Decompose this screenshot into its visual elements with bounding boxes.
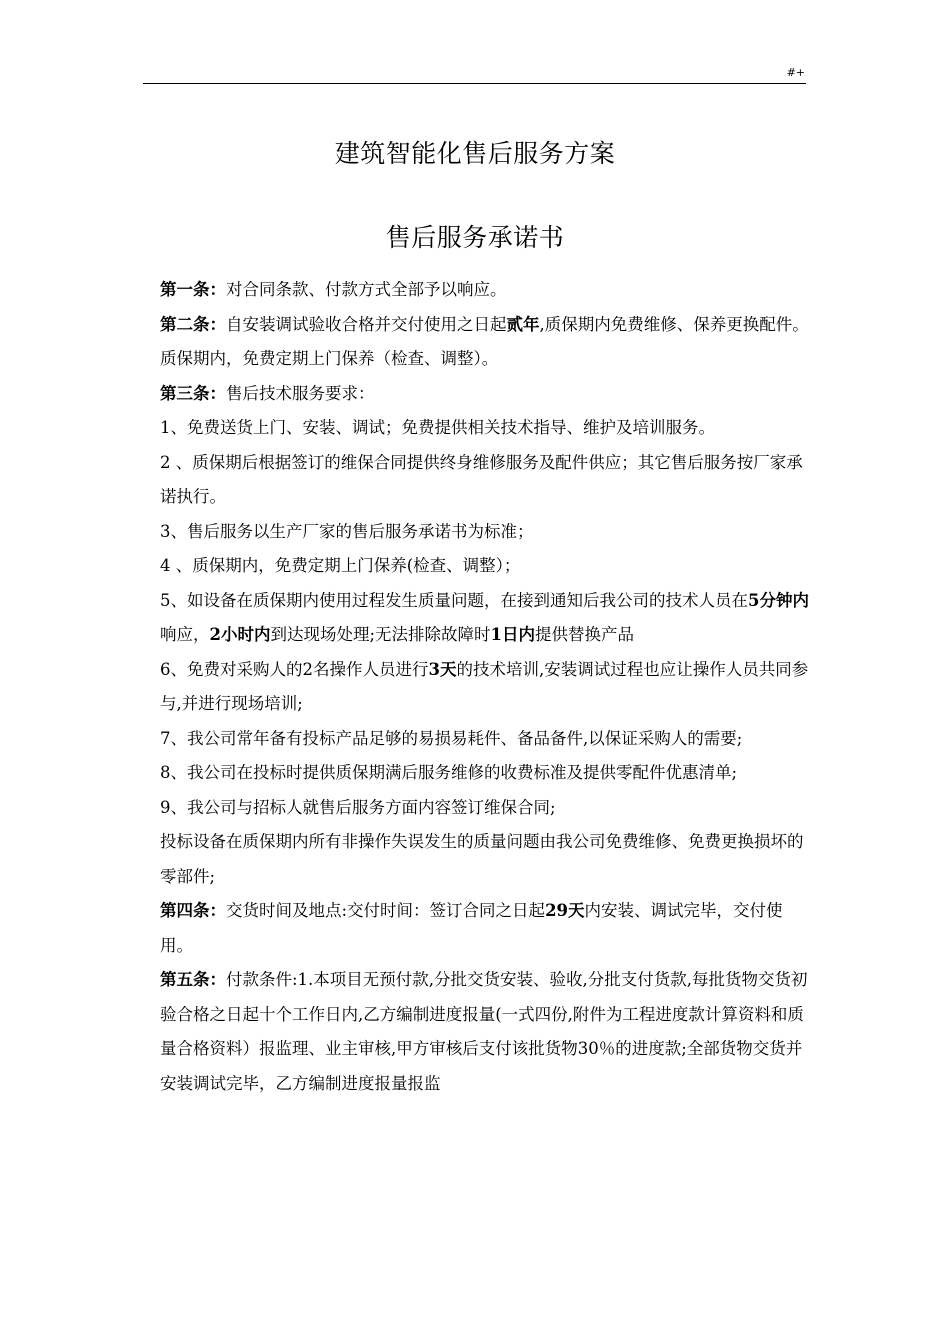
document-title: 建筑智能化售后服务方案 — [334, 139, 616, 168]
clause-label: 第一条： — [160, 280, 226, 299]
clause-label: 第五条： — [160, 970, 226, 989]
clause-1 — [160, 273, 810, 308]
clause-3 — [160, 377, 810, 412]
item-emphasis: 1日内 — [490, 625, 536, 644]
page-marker: #+ — [786, 66, 805, 79]
clause-text: 售后技术服务要求： — [226, 383, 375, 403]
list-item-3: 3、售后服务以生产厂家的售后服务承诺书为标准； — [160, 521, 534, 541]
item-emphasis: 5分钟内 — [748, 590, 809, 610]
list-item-2: 2 、质保期后根据签订的维保合同提供终身维修服务及配件供应；其它售后服务按厂家承诺执行。 — [160, 452, 803, 506]
list-item-5 — [160, 584, 810, 653]
clause-text: 内安装、调试完毕，交付使用。 — [160, 901, 783, 955]
document-body — [160, 273, 810, 1101]
item-emphasis: 3天 — [428, 659, 457, 679]
list-item-8: 8、我公司在投标时提供质保期满后服务维修的收费标准及提供零配件优惠清单; — [160, 763, 738, 782]
item-text: 响应， — [160, 625, 210, 644]
list-item-9: 9、我公司与招标人就售后服务方面内容签订维保合同; — [160, 797, 556, 817]
list-item-4: 4 、质保期内，免费定期上门保养(检查、调整）； — [160, 556, 521, 575]
list-item-6 — [160, 653, 810, 722]
clause-label: 第四条： — [160, 901, 226, 920]
list-item-1: 1、免费送货上门、安装、调试；免费提供相关技术指导、维护及培训服务。 — [160, 418, 715, 437]
item-text: 6、免费对采购人的2名操作人员进行 — [160, 659, 429, 679]
list-item-10: 投标设备在质保期内所有非操作失误发生的质量问题由我公司免费维修、免费更换损坏的零部件; — [160, 832, 804, 886]
clause-emphasis: 29天 — [545, 901, 585, 920]
clause-text: ,质保期内免费维修、保养更换配件。质保期内，免费定期上门保养（检查、调整）。 — [160, 314, 809, 368]
clause-label: 第二条： — [160, 314, 226, 334]
clause-4 — [160, 894, 810, 963]
clause-text: 自安装调试验收合格并交付使用之日起 — [226, 314, 507, 334]
clause-text: 付款条件:1.本项目无预付款,分批交货安装、验收,分批支付货款,每批货物交货初验合格之日起十个工作日内,乙方编制进度报量(一式四份,附件为工程进度款计算资料和质量合格资料）报监理、业主审核,甲方审核后支付该批货物30％的进度款;全部货物交货并安装调试完毕，乙方编制进度报量报监 — [160, 970, 808, 1093]
item-text: 到达现场处理;无法排除故障时 — [270, 625, 491, 644]
item-text: 提供替换产品 — [535, 625, 635, 644]
item-text: 的技术培训,安装调试过程也应让操作人员共同参与,并进行现场培训; — [160, 659, 809, 713]
clause-text: 交货时间及地点:交付时间：签订合同之日起 — [226, 901, 546, 920]
header-rule — [143, 83, 806, 84]
clause-label: 第三条： — [160, 383, 226, 403]
clause-emphasis: 贰年 — [506, 314, 540, 334]
clause-5 — [160, 963, 810, 1101]
list-item-7: 7、我公司常年备有投标产品足够的易损易耗件、备品备件,以保证采购人的需要; — [160, 728, 743, 748]
clause-2 — [160, 308, 810, 377]
document-subtitle: 售后服务承诺书 — [385, 223, 565, 252]
item-emphasis: 2小时内 — [209, 625, 271, 644]
clause-text: 对合同条款、付款方式全部予以响应。 — [226, 280, 507, 299]
item-text: 5、如设备在质保期内使用过程发生质量问题，在接到通知后我公司的技术人员在 — [160, 590, 748, 610]
